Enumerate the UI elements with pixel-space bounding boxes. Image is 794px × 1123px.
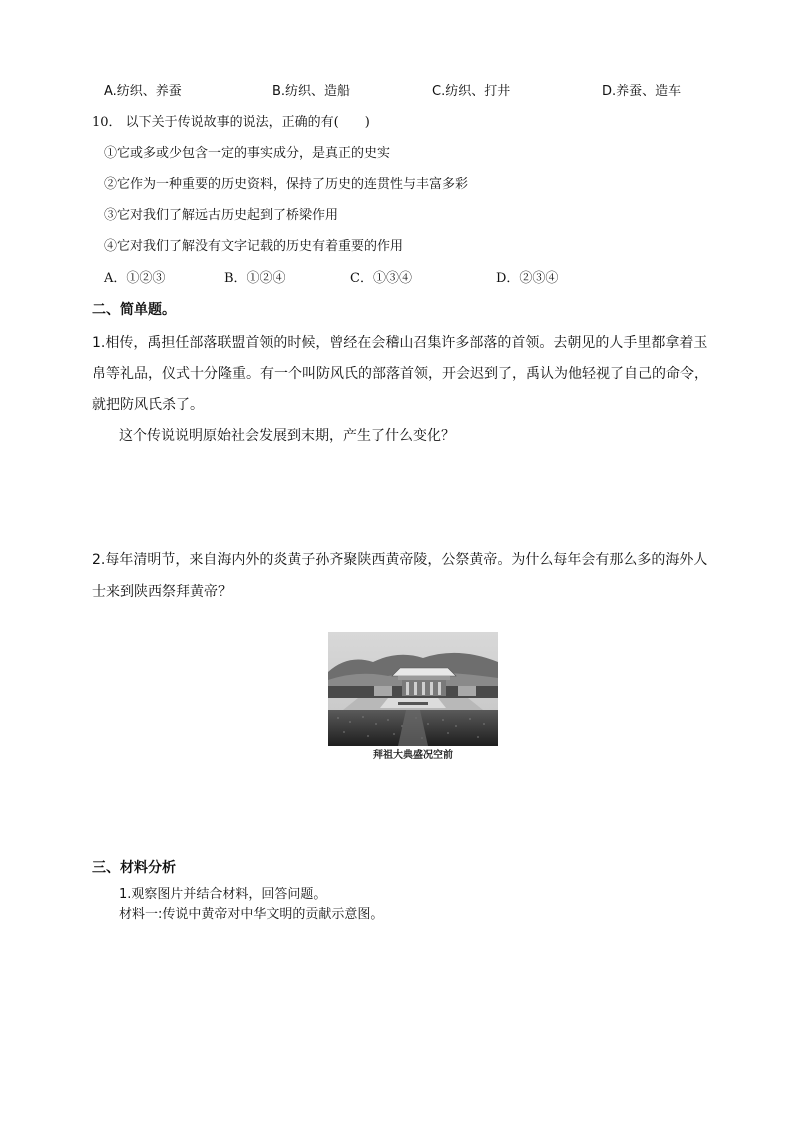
- q10-item-2: ②它作为一种重要的历史资料，保持了历史的连贯性与丰富多彩: [104, 177, 469, 192]
- q9-option-d: D.养蚕、造车: [602, 84, 682, 99]
- photo-caption: 拜祖大典盛况空前: [373, 750, 453, 761]
- q9-option-a: A.纺织、养蚕: [104, 84, 182, 99]
- q10-item-4: ④它对我们了解没有文字记载的历史有着重要的作用: [104, 239, 404, 254]
- q10-item-1: ①它或多或少包含一定的事实成分，是真正的史实: [104, 146, 391, 161]
- q10-item-3: ③它对我们了解远古历史起到了桥梁作用: [104, 208, 339, 223]
- section3-q1-line2: 材料一:传说中黄帝对中华文明的贡献示意图。: [119, 907, 384, 922]
- q9-option-c: C.纺织、打井: [432, 84, 511, 99]
- q10-option-d: D．②③④: [496, 271, 559, 286]
- section2-q2-line2: 士来到陕西祭拜黄帝？: [92, 584, 232, 600]
- section3-heading: 三、材料分析: [92, 860, 176, 876]
- q10-option-c: C．①③④: [350, 271, 412, 286]
- section2-q1-question: 这个传说说明原始社会发展到末期，产生了什么变化？: [119, 428, 455, 444]
- section2-q1-line3: 就把防风氏杀了。: [92, 397, 204, 413]
- q10-option-b: B．①②④: [224, 271, 286, 286]
- section2-q1-line2: 帛等礼品，仪式十分隆重。有一个叫防风氏的部落首领，开会迟到了，禹认为他轻视了自己的命令，: [92, 366, 708, 382]
- section2-q2-line1: 2.每年清明节，来自海内外的炎黄子孙齐聚陕西黄帝陵，公祭黄帝。为什么每年会有那么多的海外人: [92, 552, 708, 568]
- section3-q1-line1: 1.观察图片并结合材料，回答问题。: [119, 887, 327, 902]
- q10-stem: 10． 以下关于传说故事的说法，正确的有( ): [92, 115, 370, 130]
- q10-option-a: A．①②③: [104, 271, 166, 286]
- section2-q1-line1: 1.相传，禹担任部落联盟首领的时候，曾经在会稽山召集许多部落的首领。去朝见的人手里都拿着玉: [92, 335, 708, 351]
- q9-option-b: B.纺织、造船: [272, 84, 351, 99]
- section2-heading: 二、简单题。: [92, 302, 176, 318]
- ceremony-photo: [328, 632, 498, 746]
